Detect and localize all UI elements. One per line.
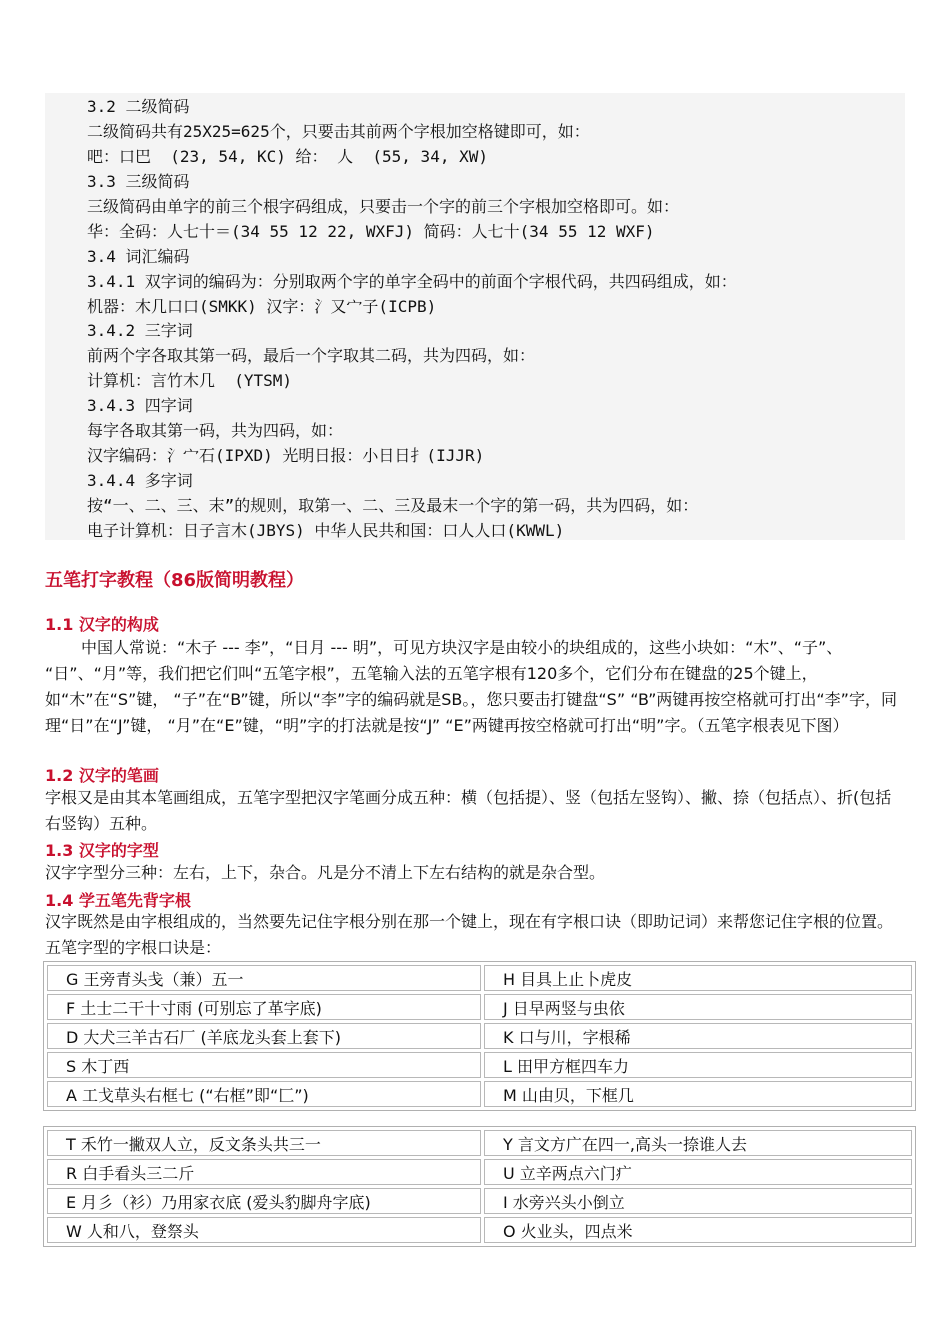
table-cell: T 禾竹一撇双人立，反文条头共三一 [47,1130,481,1156]
table-row [47,1159,912,1185]
table-row [47,1081,912,1107]
code-line: 三级简码由单字的前三个根字码组成，只要击一个字的前三个字根加空格即可。如： [87,197,680,216]
code-line: 每字各取其第一码，共为四码，如： [87,421,344,440]
code-line: 3.2 二级简码 [87,97,190,116]
code-line: 3.4.1 双字词的编码为：分别取两个字的单字全码中的前面个字根代码，共四码组成，如： [87,272,737,291]
table-cell: J 日早两竖与虫依 [484,994,912,1020]
section-text-1-3: 汉字字型分三种：左右，上下，杂合。凡是分不清上下左右结构的就是杂合型。 [45,863,606,882]
table-row [47,965,912,991]
table-row [47,1023,912,1049]
table-cell: Y 言文方广在四一,高头一捺谁人去 [484,1130,912,1156]
table-cell: G 王旁青头戋（兼）五一 [47,965,481,991]
table-cell: R 白手看头三二斤 [47,1159,481,1185]
code-line: 3.4.2 三字词 [87,321,193,340]
section-heading-1-4: 1.4 学五笔先背字根 [45,891,191,910]
section-heading-1-3: 1.3 汉字的字型 [45,841,159,860]
table-cell: U 立辛两点六门疒 [484,1159,912,1185]
section-heading-1-2: 1.2 汉字的笔画 [45,766,159,785]
table-row [47,1188,912,1214]
table-row [47,1217,912,1243]
code-line: 吧：口巴 (23, 54, KC) 给： 人 (55, 34, XW) [87,147,488,166]
code-line: 3.4.4 多字词 [87,471,193,490]
table-cell: F 土士二干十寸雨 (可别忘了革字底) [47,994,481,1020]
tutorial-title: 五笔打字教程（86版简明教程） [45,570,305,591]
table-cell: W 人和八，登祭头 [47,1217,481,1243]
table-cell: H 目具上止卜虎皮 [484,965,912,991]
table-row [47,1130,912,1156]
code-line: 3.4 词汇编码 [87,247,190,266]
table-cell: E 月彡（衫）乃用家衣底 (爱头豹脚舟字底) [47,1188,481,1214]
code-block [45,93,905,540]
section-heading-1-1: 1.1 汉字的构成 [45,615,159,634]
code-line: 电子计算机：日子言木(JBYS) 中华人民共和国：口人人口(KWWL) [87,521,565,540]
table-row [47,994,912,1020]
table-cell: A 工戈草头右框七 (“右框”即“匚”) [47,1081,481,1107]
code-line: 前两个字各取其第一码，最后一个字取其二码，共为四码，如： [87,346,536,365]
code-line: 3.3 三级简码 [87,172,190,191]
radical-table-1 [43,961,916,1111]
code-line: 计算机：言竹木几 (YTSM) [87,371,293,390]
table-cell: D 大犬三羊古石厂 (羊底龙头套上套下) [47,1023,481,1049]
table-cell: M 山由贝，下框几 [484,1081,912,1107]
table-cell: S 木丁西 [47,1052,481,1078]
section-text-1-4: 汉字既然是由字根组成的，当然要先记住字根分别在那一个键上，现在有字根口诀（即助记词）来帮您记住字根的位置。五笔字型的字根口诀是： [45,912,894,957]
code-line: 3.4.3 四字词 [87,396,193,415]
radical-table-2 [43,1126,916,1247]
section-text-1-2: 字根又是由其本笔画组成，五笔字型把汉字笔画分成五种：横（包括提）、竖（包括左竖钩）、撇、捺（包括点）、折(包括右竖钩）五种。 [45,788,892,833]
table-cell: L 田甲方框四车力 [484,1052,912,1078]
table-row [47,1052,912,1078]
code-line: 二级简码共有25X25=625个，只要击其前两个字根加空格键即可，如： [87,122,590,141]
code-line: 按“一、二、三、末”的规则，取第一、二、三及最末一个字的第一码，共为四码，如： [87,496,699,515]
table-cell: I 水旁兴头小倒立 [484,1188,912,1214]
table-cell: O 火业头，四点米 [484,1217,912,1243]
code-line: 机器：木几口口(SMKK) 汉字：氵又宀子(ICPB) [87,297,437,316]
code-line: 华：全码：人七十＝(34 55 12 22, WXFJ) 简码：人七十(34 55 12 WXF) [87,222,655,241]
table-cell: K 口与川，字根稀 [484,1023,912,1049]
code-line: 汉字编码：氵宀石(IPXD) 光明日报：小日日扌(IJJR) [87,446,485,465]
section-text-1-1: 中国人常说：“木子 --- 李”，“日月 --- 明”，可见方块汉字是由较小的块组成的，这些小块如：“木”、“子”、 “日”、“月”等，我们把它们叫“五笔字根”，五笔输入法的五笔字根有120多个，它们分布在键盘的25个键上，如“木”在“S”键， “子”在“B”键，所以“李”字的编码就是SB。，您只要击打键盘“S” “B”两键再按空格就可打出“李”字，同理“日”在“J”键， “月”在“E”键，“明”字的打法就是按“J” “E”两键再按空格就可打出“明”字。（五笔字根表见下图） [45,638,897,735]
